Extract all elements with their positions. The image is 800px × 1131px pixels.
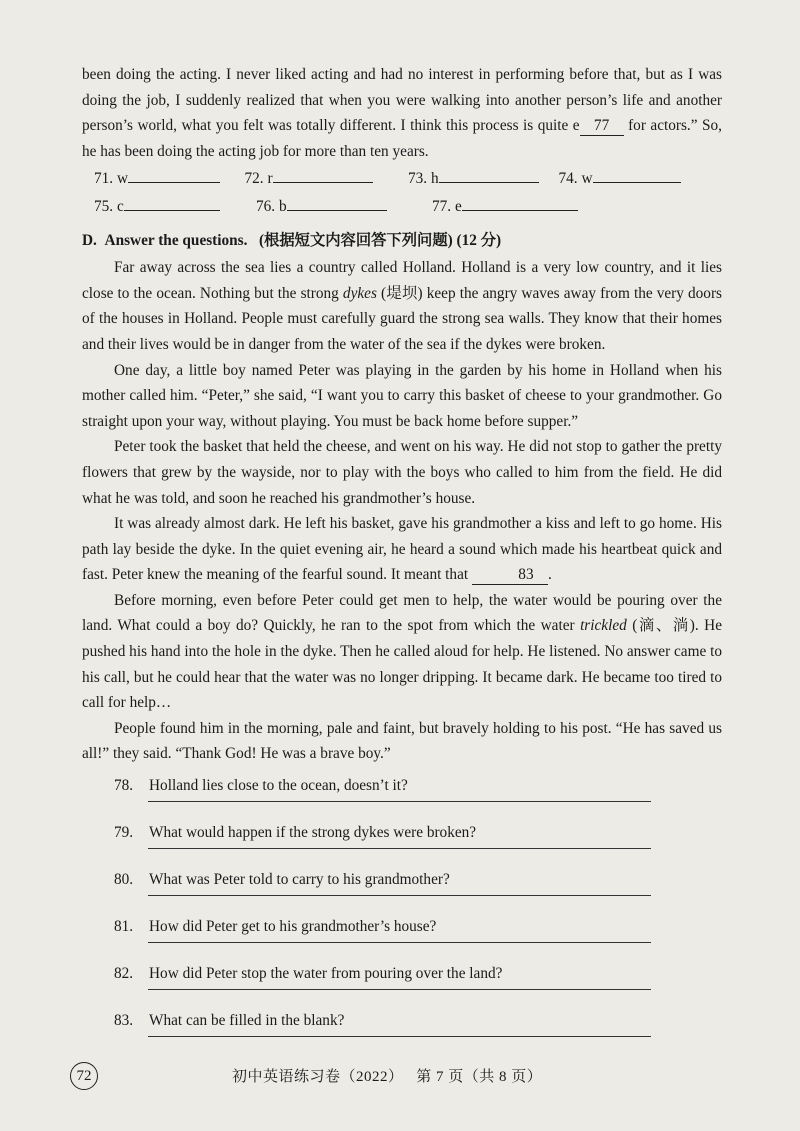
answer-line-78[interactable]	[148, 797, 651, 802]
answer-line-82[interactable]	[148, 985, 651, 990]
question-82: 82. How did Peter stop the water from pouring over the land?	[114, 965, 503, 983]
fill-item-77[interactable]: 77. e	[432, 194, 594, 220]
fill-item-76[interactable]: 76. b	[256, 194, 432, 220]
blank-77: 77	[580, 116, 624, 136]
answer-line-80[interactable]	[148, 891, 651, 896]
fill-item-75[interactable]: 75. c	[94, 194, 256, 220]
fill-blank-row-1	[94, 166, 722, 192]
question-list	[82, 775, 722, 1037]
answer-line-79[interactable]	[148, 844, 651, 849]
passage-d-paragraph-1: Far away across the sea lies a country called Holland. Holland is a very low country, and it lies close to the ocean. Nothing but the strong dykes (堤坝) keep the angry waves away from the very doors of the houses in Holland. People must carefully guard the strong sea walls. They know that their homes and their lives would be in danger from the water of the sea if the dykes were broken.	[82, 259, 722, 353]
passage-d-paragraph-3: Peter took the basket that held the cheese, and went on his way. He did not stop to gather the pretty flowers that grew by the wayside, nor to play with the boys who called to him from the field. He did what he was told, and soon he reached his grandmother’s house.	[82, 438, 722, 507]
passage-c-ending: been doing the acting. I never liked acting and had no interest in performing before that, but as I was doing the job, I suddenly realized that when you were walking into another person’s life and another person’s world, what you felt was totally different. I think this process is quite e 77 for actors.” So, he has been doing the acting job for more than ten years.	[82, 66, 723, 160]
fill-blank-row-2	[94, 194, 722, 220]
section-d-heading: D. Answer the questions. (根据短文内容回答下列问题) (12 分)	[82, 231, 502, 249]
question-80: 80. What was Peter told to carry to his grandmother?	[114, 871, 450, 889]
footer-text: 初中英语练习卷（2022） 第 7 页（共 8 页）	[232, 1069, 543, 1085]
passage-d-paragraph-5: Before morning, even before Peter could get men to help, the water would be pouring over the land. What could a boy do? Quickly, he ran to the spot from which the water trickled (滴、淌). He pushed his hand into the hole in the dyke. Then he called aloud for help. He listened. No answer came to his call, but he could hear that the water was no longer dripping. It became dark. He became too tired to call for help…	[82, 591, 722, 712]
page-footer	[0, 1062, 800, 1092]
worksheet-page	[82, 62, 722, 1057]
fill-item-71[interactable]: 71. w	[94, 166, 245, 192]
fill-item-73[interactable]: 73. h	[408, 166, 559, 192]
fill-item-74[interactable]: 74. w	[559, 166, 723, 192]
question-83: 83. What can be filled in the blank?	[114, 1012, 345, 1030]
page-badge: 72	[70, 1062, 98, 1090]
answer-line-83[interactable]	[148, 1032, 651, 1037]
question-79: 79. What would happen if the strong dykes were broken?	[114, 824, 477, 842]
question-81: 81. How did Peter get to his grandmother’s house?	[114, 918, 437, 936]
blank-83: 83	[472, 565, 548, 585]
passage-d-paragraph-2: One day, a little boy named Peter was playing in the garden by his home in Holland when his mother called him. “Peter,” she said, “I want you to carry this basket of cheese to your grandmother. Go straight upon your way, without playing. You must be back home before supper.”	[82, 361, 722, 430]
passage-d-paragraph-6: People found him in the morning, pale and faint, but bravely holding to his post. “He has saved us all!” they said. “Thank God! He was a brave boy.”	[82, 719, 722, 763]
question-78: 78. Holland lies close to the ocean, doesn’t it?	[114, 777, 408, 795]
answer-line-81[interactable]	[148, 938, 651, 943]
fill-item-72[interactable]: 72. r	[245, 166, 409, 192]
passage-d-paragraph-4: It was already almost dark. He left his basket, gave his grandmother a kiss and left to go home. His path lay beside the dyke. In the quiet evening air, he heard a sound which made his heartbeat quick and fast. Peter knew the meaning of the fearful sound. It meant that 83 .	[82, 515, 722, 584]
